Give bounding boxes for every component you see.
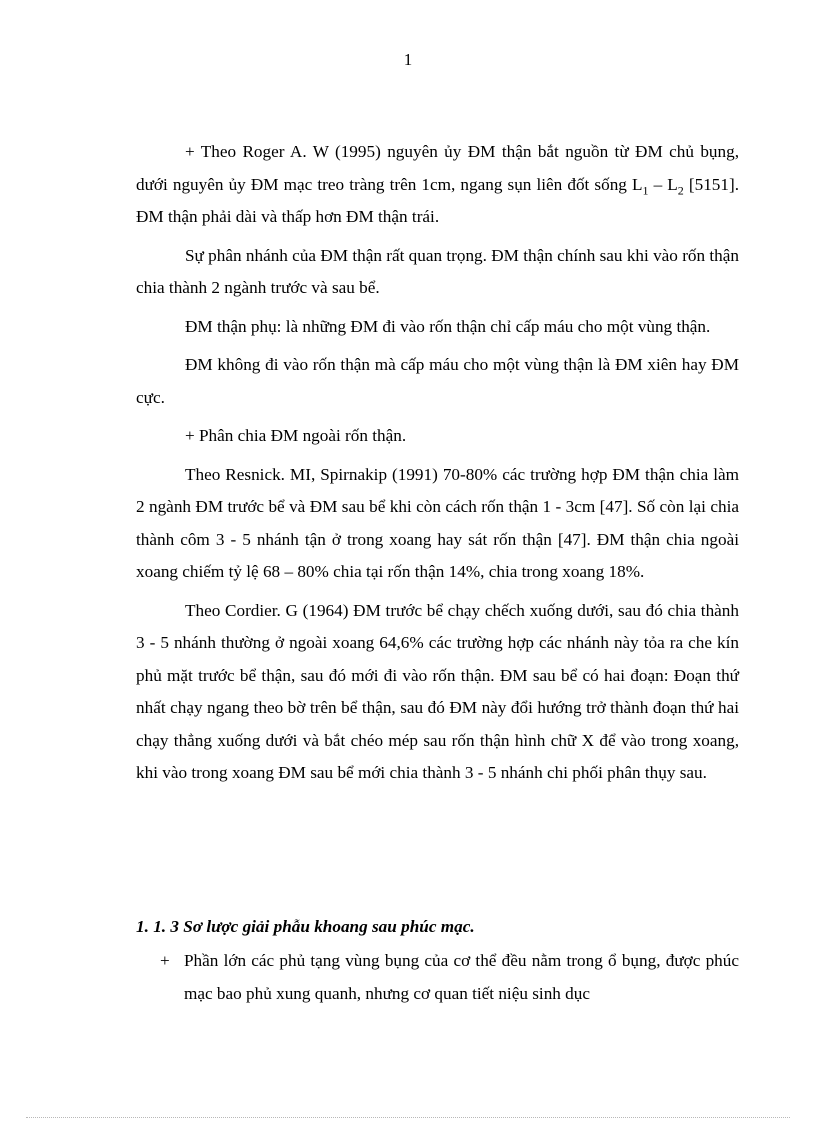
subscript-l2: 2 — [677, 182, 684, 197]
body-text — [136, 136, 739, 790]
paragraph-roger-dash: – L — [648, 174, 678, 194]
paragraph-branching: Sự phân nhánh của ĐM thận rất quan trọng. ĐM thận chính sau khi vào rốn thận chia thành 2 ngành trước và sau bể. — [136, 245, 739, 297]
page-bottom-divider — [26, 1117, 790, 1118]
section-heading: 1. 1. 3 Sơ lược giải phẫu khoang sau phúc mạc. — [136, 917, 475, 936]
bullet-item — [136, 944, 739, 1010]
subscript-l1: 1 — [642, 182, 649, 197]
paragraph-roger — [136, 136, 739, 234]
paragraph-polar-artery: ĐM không đi vào rốn thận mà cấp máu cho một vùng thận là ĐM xiên hay ĐM cực. — [136, 355, 739, 407]
paragraph-extrahilar: + Phân chia ĐM ngoài rốn thận. — [185, 426, 407, 445]
paragraph-roger-end: [5151]. ĐM thận phải dài và thấp hơn ĐM thận trái. — [136, 174, 740, 226]
bullet-text: Phần lớn các phủ tạng vùng bụng của cơ thể đều nằm trong ổ bụng, được phúc mạc bao phủ xung quanh, nhưng cơ quan tiết niệu sinh dục — [184, 951, 739, 1003]
paragraph-resnick: Theo Resnick. MI, Spirnakip (1991) 70-80% các trường hợp ĐM thận chia làm 2 ngành ĐM trước bể và ĐM sau bể khi còn cách rốn thận 1 - 3cm [47]. Số còn lại chia thành côm 3 - 5 nhánh tận ở trong xoang hay sát rốn thận [47]. ĐM thận chia ngoài xoang chiếm tỷ lệ 68 – 80% chia tại rốn thận 14%, chia trong xoang 18%. — [136, 464, 739, 581]
bullet-mark: + — [160, 951, 170, 970]
paragraph-roger-text: + Theo Roger A. W (1995) nguyên ủy ĐM thận bắt nguồn từ ĐM chủ bụng, dưới nguyên ủy ĐM mạc treo tràng trên 1cm, ngang sụn liên đốt sống L — [136, 142, 739, 194]
paragraph-cordier: Theo Cordier. G (1964) ĐM trước bể chạy chếch xuống dưới, sau đó chia thành 3 - 5 nhánh thường ở ngoài xoang 64,6% các trường hợp các nhánh này tỏa ra che kín phủ mặt trước bể thận, sau đó mới đi vào rốn thận. ĐM sau bể có hai đoạn: Đoạn thứ nhất chạy ngang theo bờ trên bể thận, sau đó ĐM này đổi hướng trở thành đoạn thứ hai chạy thẳng xuống dưới và bắt chéo mép sau rốn thận hình chữ X để vào trong xoang, khi vào trong xoang ĐM sau bể mới chia thành 3 - 5 nhánh chi phối phân thụy sau. — [136, 600, 739, 782]
page-number: 1 — [403, 50, 413, 69]
paragraph-accessory-artery: ĐM thận phụ: là những ĐM đi vào rốn thận chỉ cấp máu cho một vùng thận. — [185, 316, 711, 336]
